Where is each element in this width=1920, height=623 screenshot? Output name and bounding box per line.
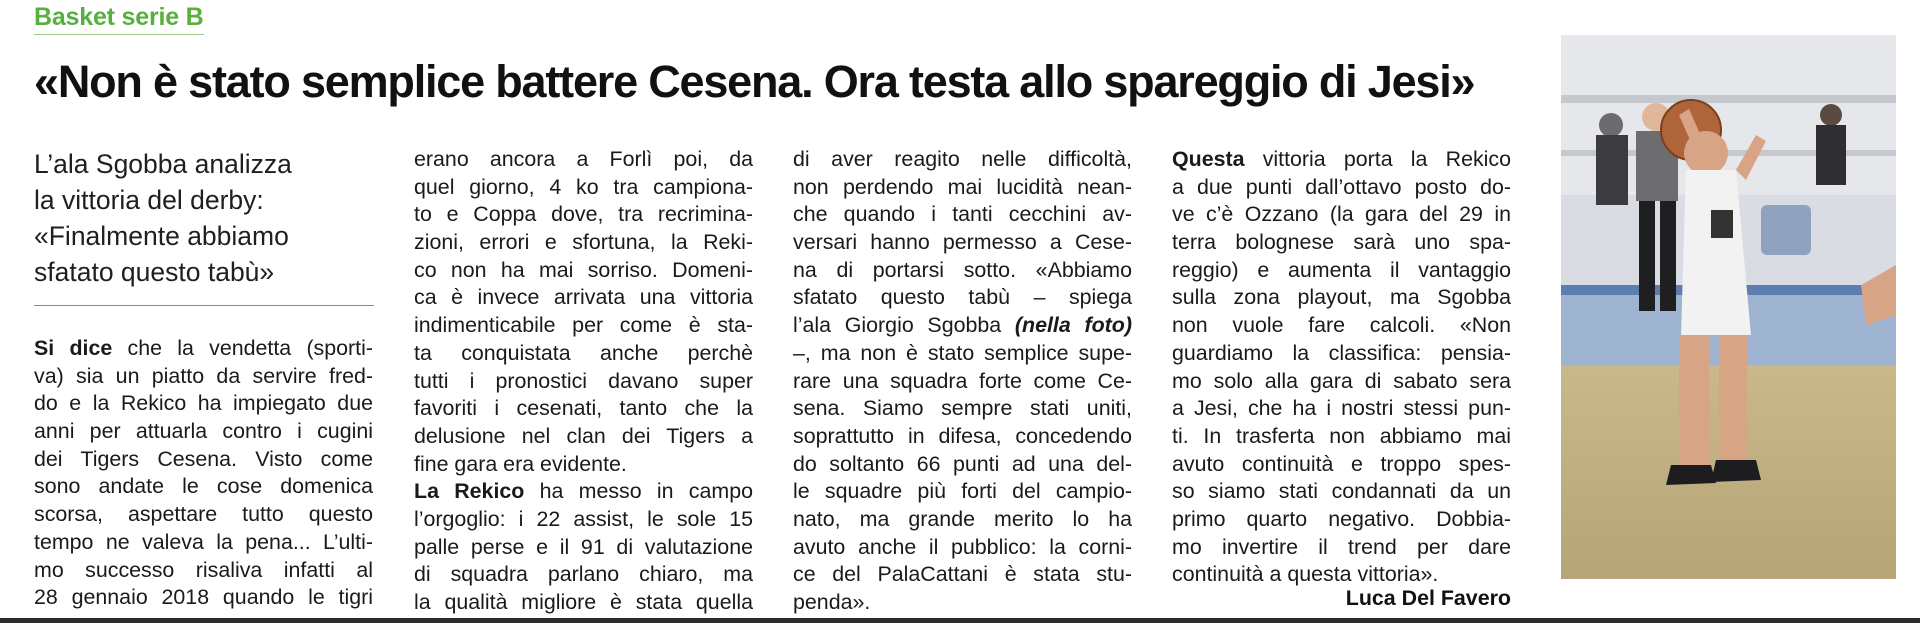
line-text: 28 gennaio 2018 quando le tigri	[34, 585, 373, 610]
article-line	[414, 506, 753, 534]
article-line	[1172, 395, 1511, 423]
line-text: non perdendo mai lucidità nean-	[793, 174, 1132, 199]
line-text: ti. In trasferta non abbiamo mai	[1172, 423, 1511, 448]
article-line	[414, 174, 753, 202]
line-text: mo invertire il trend per dare	[1172, 534, 1511, 559]
article-column-2	[414, 146, 753, 617]
article-line	[34, 501, 373, 529]
line-text: l’orgoglio: i 22 assist, le sole 15	[414, 506, 753, 531]
line-text: sfatato questo tabù – spiega	[793, 285, 1132, 310]
article-line	[414, 534, 753, 562]
article-column-1	[34, 335, 373, 612]
article-line	[793, 284, 1132, 312]
line-text: che quando i tanti cecchini av-	[793, 202, 1132, 227]
article-line	[1172, 506, 1511, 534]
article-line	[1172, 174, 1511, 202]
article-line	[414, 340, 753, 368]
article-line	[34, 529, 373, 557]
article-line	[793, 534, 1132, 562]
line-text: favoriti i cesenati, tanto che la	[414, 396, 753, 421]
line-text: tempo ne valeva la pena... L’ulti-	[34, 529, 373, 554]
article-subhead	[34, 146, 354, 290]
subhead-line: sfatato questo tabù»	[34, 257, 275, 287]
line-text: ha messo in campo	[524, 479, 753, 504]
line-text: a Jesi, che ha i nostri stessi pun-	[1172, 396, 1511, 421]
line-text: to e Coppa dove, tra recrimina-	[414, 202, 753, 227]
subhead-line: L’ala Sgobba analizza	[34, 149, 292, 179]
line-text: quel giorno, 4 ko tra campiona-	[414, 174, 753, 199]
article-column-3	[793, 146, 1132, 617]
article-line	[414, 146, 753, 174]
line-text: a due punti dall’ottavo posto do-	[1172, 174, 1511, 199]
article-line	[414, 478, 753, 506]
article-line	[793, 423, 1132, 451]
line-text: terra bolognese sarà uno spa-	[1172, 230, 1511, 255]
line-text: sono andate le cose domenica	[34, 474, 373, 499]
article-line	[1172, 146, 1511, 174]
article-line	[34, 335, 373, 363]
article-line	[793, 229, 1132, 257]
line-text: non vuole fare calcoli. «Non	[1172, 313, 1511, 338]
line-text: co non ha mai sorriso. Domeni-	[414, 257, 753, 282]
line-text: reggio) e aumenta il vantaggio	[1172, 257, 1511, 282]
article-line	[793, 478, 1132, 506]
article-line	[414, 257, 753, 285]
line-text: anni per attuarla contro i cugini	[34, 419, 373, 444]
line-text: dei Tigers Cesena. Visto come	[34, 446, 373, 471]
line-text: delusione nel clan dei Tigers a	[414, 423, 753, 448]
article-line	[793, 201, 1132, 229]
article-line	[1172, 368, 1511, 396]
line-text: erano ancora a Forlì poi, da	[414, 147, 753, 171]
article-line	[414, 561, 753, 589]
line-text: penda».	[793, 590, 871, 614]
line-text: vittoria porta la Rekico	[1244, 147, 1511, 171]
lead-in-bold: Questa	[1172, 147, 1245, 171]
subhead-line: la vittoria del derby:	[34, 185, 264, 215]
article-column-4	[1172, 146, 1511, 589]
article-line	[34, 418, 373, 446]
article-line	[34, 584, 373, 612]
subhead-line: «Finalmente abbiamo	[34, 221, 289, 251]
article-line	[1172, 340, 1511, 368]
line-text: do e la Rekico ha impiegato due	[34, 391, 373, 416]
line-text: avuto anche il pubblico: la corni-	[793, 534, 1132, 559]
article-line	[414, 201, 753, 229]
article-line	[793, 257, 1132, 285]
line-text: –, ma non è stato semplice supe-	[793, 340, 1132, 365]
line-text: la qualità migliore è stata quella	[414, 590, 753, 614]
article-line	[793, 451, 1132, 479]
article-line	[414, 368, 753, 396]
section-kicker: Basket serie B	[34, 3, 204, 35]
article-line	[793, 589, 1132, 617]
article-line	[1172, 561, 1511, 589]
article-line	[793, 312, 1132, 340]
article-line	[793, 146, 1132, 174]
line-text: continuità a questa vittoria».	[1172, 562, 1439, 587]
page-bottom-rule	[0, 618, 1920, 623]
line-text: ce del PalaCattani è stata stu-	[793, 562, 1132, 587]
article-line	[414, 395, 753, 423]
article-line	[793, 340, 1132, 368]
article-line	[414, 229, 753, 257]
line-text: scorsa, aspettare tutto questo	[34, 502, 373, 527]
article-line	[1172, 284, 1511, 312]
author-byline: Luca Del Favero	[1345, 586, 1511, 610]
line-text: di aver reagito nelle difficoltà,	[793, 147, 1132, 171]
line-text: indimenticabile per come è sta-	[414, 313, 753, 338]
article-line	[414, 451, 753, 479]
article-line	[793, 368, 1132, 396]
article-line	[1172, 478, 1511, 506]
line-text: di squadra parlano chiaro, ma	[414, 562, 753, 587]
line-text: ca è invece arrivata una vittoria	[414, 285, 753, 310]
article-line	[1172, 312, 1511, 340]
article-line	[793, 561, 1132, 589]
line-text: ta conquistata anche perchè	[414, 340, 753, 365]
line-text: guardiamo la classifica: pensia-	[1172, 340, 1511, 365]
article-line	[1172, 201, 1511, 229]
line-text: avuto continuità e troppo spes-	[1172, 451, 1511, 476]
article-line	[793, 506, 1132, 534]
article-line	[34, 446, 373, 474]
article-line	[414, 312, 753, 340]
line-text: sena. Siamo sempre stati uniti,	[793, 396, 1132, 421]
article-line	[34, 363, 373, 391]
article-line	[793, 174, 1132, 202]
article-headline: «Non è stato semplice battere Cesena. Ora testa allo spareggio di Jesi»	[34, 56, 1475, 107]
line-text: va) sia un piatto da servire fred-	[34, 363, 373, 388]
article-line	[793, 395, 1132, 423]
article-line	[1172, 451, 1511, 479]
article-line	[34, 557, 373, 585]
line-text: so siamo stati condannati da un	[1172, 479, 1511, 504]
article-line	[34, 473, 373, 501]
line-text: l’ala Giorgio Sgobba	[793, 313, 1015, 338]
line-text: primo quarto negativo. Dobbia-	[1172, 506, 1511, 531]
line-text: zioni, errori e sfortuna, la Reki-	[414, 230, 753, 255]
article-line	[1172, 257, 1511, 285]
line-text: tutti i pronostici davano super	[414, 368, 753, 393]
line-text: le squadre più forti del campio-	[793, 479, 1132, 504]
subhead-divider	[34, 305, 374, 306]
line-text: palle perse e il 91 di valutazione	[414, 534, 753, 559]
line-text: ve c’è Ozzano (la gara del 29 in	[1172, 202, 1511, 227]
line-text: mo solo alla gara di sabato sera	[1172, 368, 1511, 393]
article-line	[34, 390, 373, 418]
article-line	[414, 423, 753, 451]
line-text: soprattutto in difesa, concedendo	[793, 423, 1132, 448]
photo-reference: (nella foto)	[1014, 313, 1132, 338]
line-text: nato, ma grande merito lo ha	[793, 506, 1132, 531]
line-text: sulla zona playout, ma Sgobba	[1172, 285, 1511, 310]
line-text: na di portarsi sotto. «Abbiamo	[793, 257, 1132, 282]
line-text: rare una squadra forte come Ce-	[793, 368, 1132, 393]
article-line	[1172, 229, 1511, 257]
line-text: che la vendetta (sporti-	[112, 336, 373, 360]
line-text: do soltanto 66 punti ad una del-	[793, 451, 1132, 476]
basketball-player-photo	[1561, 35, 1896, 579]
article-line	[414, 589, 753, 617]
article-line	[414, 284, 753, 312]
article-line	[1172, 534, 1511, 562]
lead-in-bold: La Rekico	[414, 479, 525, 504]
article-line	[1172, 423, 1511, 451]
line-text: versari hanno permesso a Cese-	[793, 230, 1132, 255]
line-text: fine gara era evidente.	[414, 451, 627, 476]
line-text: mo successo risaliva infatti al	[34, 557, 373, 582]
lead-in-bold: Si dice	[34, 336, 113, 360]
